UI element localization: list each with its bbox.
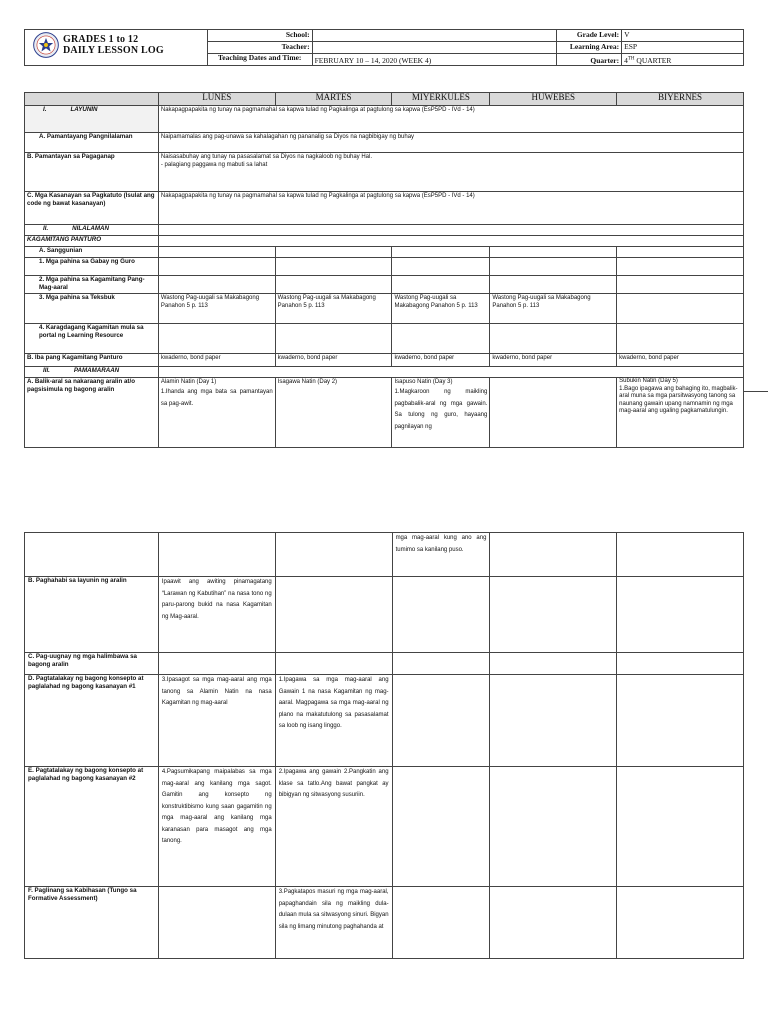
nilalaman-cell	[158, 225, 743, 236]
pagtatalakay-2-martes: 2.Ipagawa ang gawain 2.Pangkatin ang klase sa tatlo.Ang bawat pangkat ay bibigyan ng sitwasyong susuriin.	[275, 767, 392, 887]
page-divider-line	[744, 391, 768, 392]
lesson-table-page1	[24, 92, 744, 448]
row-label-sanggunian: A. Sanggunian	[25, 247, 159, 258]
kasanayan-text: Nakapagpapakita ng tunay na pagmamahal sa kapwa tulad ng Pagkalinga at pagtulong sa kapwa (EsP5PD - IVd - 14)	[158, 192, 743, 225]
quarter-label: Quarter:	[557, 54, 622, 66]
pamantayan-pagganap-text: Naisasabuhay ang tunay na pasasalamat sa Diyos na nagkaloob ng buhay Hal. - palagiang paggawa ng mabuti sa lahat	[158, 153, 743, 192]
row-label-balik-aral: A. Balik-aral sa nakaraang aralin at/o pagsisimula ng bagong aralin	[25, 378, 159, 448]
iba-pang-miyerkules: kwaderno, bond paper	[392, 354, 490, 367]
row-label-iba-pang-kagamitan: B. Iba pang Kagamitang Panturo	[25, 354, 159, 367]
row-label-paglinang: F. Paglinang sa Kabihasan (Tungo sa Formative Assessment)	[25, 887, 159, 959]
area-label: Learning Area:	[557, 42, 622, 54]
balik-aral-martes: Isagawa Natin (Day 2)	[275, 378, 392, 448]
title-line-1: GRADES 1 to 12	[63, 34, 139, 45]
dates-value: FEBRUARY 10 – 14, 2020 (WEEK 4)	[312, 54, 557, 66]
row-label-kasanayan: C. Mga Kasanayan sa Pagkatuto (Isulat ang code ng bawat kasanayan)	[25, 192, 159, 225]
teksbuk-huwebes: Wastong Pag-uugali sa Makabagong Panahon 5 p. 113	[490, 294, 617, 324]
row-label-pamantayan-pagganap: B. Pamantayan sa Pagaganap	[25, 153, 159, 192]
grade-value: V	[622, 30, 744, 42]
row-label-layunin: I. LAYUNIN	[25, 106, 159, 133]
teacher-label: Teacher:	[207, 42, 312, 54]
balik-aral-huwebes	[490, 378, 617, 448]
iba-pang-huwebes: kwaderno, bond paper	[490, 354, 617, 367]
header-logo-cell	[25, 30, 208, 66]
cont-label-cell	[25, 533, 159, 577]
teksbuk-lunes: Wastong Pag-uugali sa Makabagong Panahon 5 p. 113	[158, 294, 275, 324]
row-label-teksbuk: 3. Mga pahina sa Teksbuk	[25, 294, 159, 324]
balik-aral-biyernes: Subukin Natin (Day 5) 1.Bago ipagawa ang bahaging ito, magbalik-aral muna sa mga parsitwasyong tanong sa naunang gawain upang namnamin ng mga mag-aaral ang ugaling pagkamatulungin.	[617, 378, 744, 448]
layunin-text: Nakapagpapakita ng tunay na pagmamahal sa kapwa tulad ng Pagkalinga at pagtulong sa kapwa (EsP5PD - IVd - 14)	[158, 106, 743, 133]
grade-label: Grade Level:	[557, 30, 622, 42]
pamantayang-pangnilalaman-text: Naipamamalas ang pag-unawa sa kahalagahan ng pananalig sa Diyos na nagbibigay ng buhay	[158, 133, 743, 153]
row-label-pagtatalakay-2: E. Pagtatalakay ng bagong konsepto at paglalahad ng bagong kasanayan #2	[25, 767, 159, 887]
title-line-2: DAILY LESSON LOG	[63, 45, 164, 56]
teksbuk-martes: Wastong Pag-uugali sa Makabagong Panahon 5 p. 113	[275, 294, 392, 324]
dates-label: Teaching Dates and Time:	[207, 54, 312, 66]
quarter-value: 4TH QUARTER	[622, 54, 744, 66]
row-label-pamamaraan: III. PAMAMARAAN	[25, 367, 159, 378]
balik-aral-lunes: Alamin Natin (Day 1) 1.Ihanda ang mga bata sa pamantayan sa pag-awit.	[158, 378, 275, 448]
pagtatalakay-1-lunes: 3.Ipasagot sa mga mag-aaral ang mga tanong sa Alamin Natin na nasa Kagamitan ng mag-aaral	[158, 675, 275, 767]
day-header-huwebes: HUWEBES	[490, 93, 617, 106]
corner-header	[25, 93, 159, 106]
day-header-lunes: LUNES	[158, 93, 275, 106]
iba-pang-lunes: kwaderno, bond paper	[158, 354, 275, 367]
row-label-kagamitang-pang-mag-aaral: 2. Mga pahina sa Kagamitang Pang-Mag-aaral	[25, 276, 159, 294]
pagtatalakay-2-lunes: 4.Pagsumikapang maipalabas sa mga mag-aaral ang kanilang mga sagot. Gamitin ang konsepto ng konstruktibismo kung saan gagamitin ng mga mag-aaral ang kanilang mga karanasan para masagot ang mga tanong.	[158, 767, 275, 887]
day-header-biyernes: BIYERNES	[617, 93, 744, 106]
balik-aral-miyerkules: Isapuso Natin (Day 3) 1.Magkaroon ng maikling pagbabalik-aral ng mga gawain. Sa tulong ng guro, hayaang pagnilayan ng	[392, 378, 490, 448]
teacher-value	[312, 42, 557, 54]
row-label-karagdagang-kagamitan: 4. Karagdagang Kagamitan mula sa portal ng Learning Resource	[25, 324, 159, 354]
deped-seal-icon	[33, 32, 59, 58]
area-value: ESP	[622, 42, 744, 54]
row-label-pag-uugnay: C. Pag-uugnay ng mga halimbawa sa bagong aralin	[25, 653, 159, 675]
row-label-gabay: 1. Mga pahina sa Gabay ng Guro	[25, 258, 159, 276]
paghahabi-lunes: Ipaawit ang awiting pinamagatang “Larawan ng Kabutihan” na nasa tono ng paru-parong bukid na nasa Kagamitan ng Mag-aaral.	[158, 577, 275, 653]
lesson-table-page2	[24, 532, 744, 959]
iba-pang-martes: kwaderno, bond paper	[275, 354, 392, 367]
row-label-pagtatalakay-1: D. Pagtatalakay ng bagong konsepto at paglalahad ng bagong kasanayan #1	[25, 675, 159, 767]
day-header-miyerkules: MIYERKULES	[392, 93, 490, 106]
school-value	[312, 30, 557, 42]
teksbuk-miyerkules: Wastong Pag-uugali sa Makabagong Panahon 5 p. 113	[392, 294, 490, 324]
day-header-martes: MARTES	[275, 93, 392, 106]
school-label: School:	[207, 30, 312, 42]
paglinang-martes: 3.Pagkatapos masuri ng mga mag-aaral, papaghandain sila ng maikling dula-dulaan mula sa sitwasyong sinuri. Bigyan sila ng limang minutong paghahanda at	[275, 887, 392, 959]
row-label-nilalaman: II. NILALAMAN	[25, 225, 159, 236]
row-label-paghahabi: B. Paghahabi sa layunin ng aralin	[25, 577, 159, 653]
row-label-kagamitang-panturo: KAGAMITANG PANTURO	[25, 236, 159, 247]
pagtatalakay-1-martes: 1.Ipagawa sa mga mag-aaral ang Gawain 1 na nasa Kagamitan ng mag-aaral. Magpagawa sa mga mag-aaral ng plano na makatutulong sa pasasalamat sa loob ng isang linggo.	[275, 675, 392, 767]
iba-pang-biyernes: kwaderno, bond paper	[617, 354, 744, 367]
cont-miyerkules: mga mag-aaral kung ano ang tumimo sa kanilang puso.	[392, 533, 490, 577]
pamamaraan-cell	[158, 367, 743, 378]
kagamitan-cell	[158, 236, 743, 247]
header-table	[24, 29, 744, 66]
row-label-pamantayang-pangnilalaman: A. Pamantayang Pangnilalaman	[25, 133, 159, 153]
